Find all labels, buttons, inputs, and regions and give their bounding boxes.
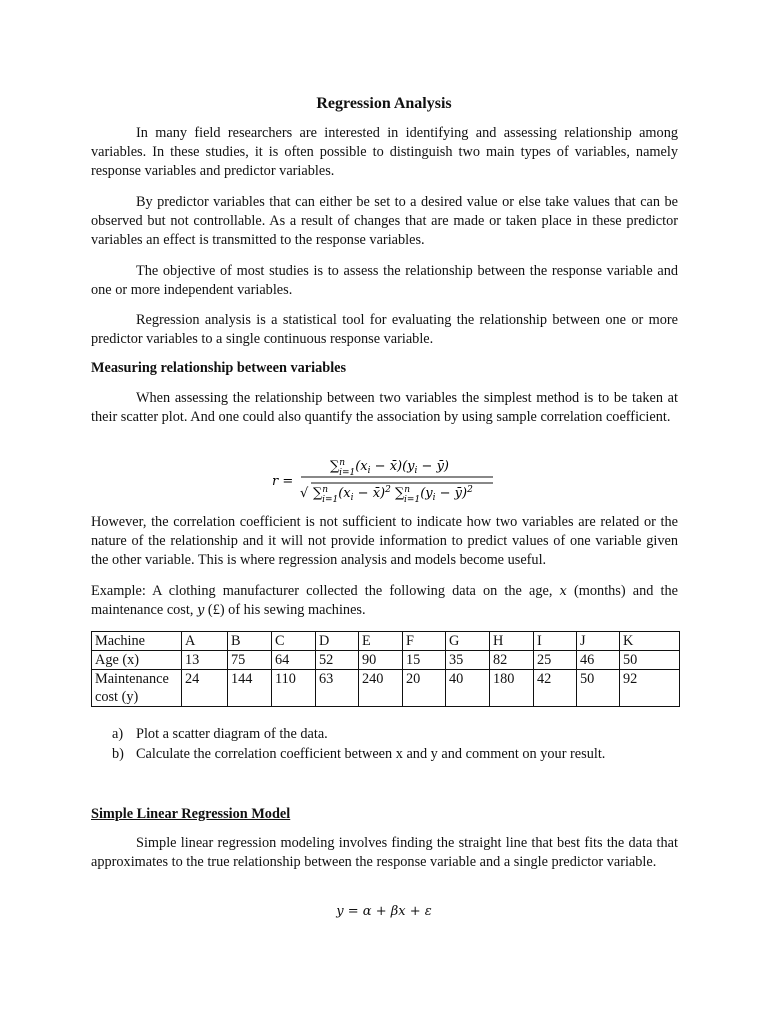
paragraph-slr-description: Simple linear regression modeling involves finding the straight line that best fits the data that approximates to the true relationship between the response variable and a single predictor variable. — [91, 835, 678, 870]
table-cell: 35 — [446, 651, 490, 670]
table-cell: F — [403, 632, 446, 651]
paragraph-predictor-variables: By predictor variables that can either be set to a desired value or else take values that can be observed but not controllable. As a result of changes that are made or taken place in these predictor variables an effect is transmitted to the response variables. — [91, 194, 678, 248]
table-cell: E — [359, 632, 403, 651]
paragraph-correlation-limitation: However, the correlation coefficient is not sufficient to indicate how two variables are related or the nature of the relationship and it will not provide information to predict values of one variable given the other variable. This is where regression analysis and models become useful. — [91, 514, 678, 568]
machine-data-table — [91, 631, 680, 707]
formula-sqrt-sign: √ — [300, 486, 309, 501]
table-cell: G — [446, 632, 490, 651]
table-cell: 180 — [490, 670, 534, 707]
heading-measuring-relationship: Measuring relationship between variables — [91, 360, 347, 376]
table-cell: 110 — [272, 670, 316, 707]
page-title: Regression Analysis — [316, 95, 452, 112]
example-y-var: y — [197, 603, 205, 618]
heading-simple-linear-regression: Simple Linear Regression Model — [91, 806, 291, 822]
table-cell: 75 — [228, 651, 272, 670]
table-cell: 20 — [403, 670, 446, 707]
question-label: a) — [112, 726, 124, 742]
paragraph-scatter-plot: When assessing the relationship between two variables the simplest method is to be taken at their scatter plot. And one could also quantify the association by using sample correlation coefficient. — [91, 390, 678, 425]
question-text: Plot a scatter diagram of the data. — [136, 726, 328, 742]
table-cell: 40 — [446, 670, 490, 707]
table-cell: J — [577, 632, 620, 651]
table-cell: C — [272, 632, 316, 651]
table-row — [92, 670, 680, 707]
formula-denominator: ∑$^n$ $i=1(x_i$ − x̄)$^2$ ∑$^n$ $i=1(y_i$ − ȳ)$^2$ — [313, 485, 473, 502]
table-cell: 15 — [403, 651, 446, 670]
table-row-label: Maintenance cost (y) — [92, 670, 182, 707]
regression-model-formula — [0, 902, 768, 921]
example-prefix: Example: A clothing manufacturer collected the following data on the age, — [91, 583, 560, 599]
question-item — [112, 744, 605, 764]
correlation-formula-svg — [0, 452, 768, 502]
table-cell: 50 — [577, 670, 620, 707]
table-cell: 63 — [316, 670, 359, 707]
table-row — [92, 651, 680, 670]
question-item — [112, 724, 605, 744]
table-cell: 24 — [182, 670, 228, 707]
table-body — [92, 632, 680, 707]
paragraph-objective: The objective of most studies is to assess the relationship between the response variable and one or more independent variables. — [91, 263, 678, 298]
paragraph-regression-definition: Regression analysis is a statistical tool for evaluating the relationship between one or more predictor variables to a single continuous response variable. — [91, 312, 678, 347]
table-cell: 42 — [534, 670, 577, 707]
table-cell: 82 — [490, 651, 534, 670]
table-cell: A — [182, 632, 228, 651]
table-cell: 52 — [316, 651, 359, 670]
table-cell: 90 — [359, 651, 403, 670]
example-suffix: (£) of his sewing machines. — [204, 602, 366, 618]
table-cell: 240 — [359, 670, 403, 707]
table-cell: 50 — [620, 651, 680, 670]
table-cell: I — [534, 632, 577, 651]
example-mid: (months) and the maintenance cost, — [91, 583, 678, 618]
formula-r-lhs: r = — [272, 474, 294, 489]
table-cell: 46 — [577, 651, 620, 670]
question-label: b) — [112, 746, 124, 762]
paragraph-example — [91, 582, 678, 620]
table-cell: 92 — [620, 670, 680, 707]
example-x-var: x — [559, 584, 567, 599]
table-cell: 144 — [228, 670, 272, 707]
table-cell: 64 — [272, 651, 316, 670]
question-list — [112, 724, 605, 764]
table-cell: H — [490, 632, 534, 651]
correlation-formula — [0, 452, 768, 502]
table-cell: K — [620, 632, 680, 651]
paragraph-intro: In many field researchers are interested in identifying and assessing relationship among variables. In these studies, it is often possible to distinguish two main types of variables, namely response variables and predictor variables. — [91, 125, 678, 179]
table-row-label: Age (x) — [92, 651, 182, 670]
table-cell: 13 — [182, 651, 228, 670]
table-cell: B — [228, 632, 272, 651]
regression-model-equation: y = α + βx + ε — [336, 904, 432, 919]
table-row-label: Machine — [92, 632, 182, 651]
table-cell: D — [316, 632, 359, 651]
formula-numerator: ∑$^n$ $i=1(x_i$ − $x̄)(y_i$ − ȳ) — [330, 458, 449, 478]
table-row — [92, 632, 680, 651]
question-text: Calculate the correlation coefficient between x and y and comment on your result. — [136, 746, 606, 762]
table-cell: 25 — [534, 651, 577, 670]
